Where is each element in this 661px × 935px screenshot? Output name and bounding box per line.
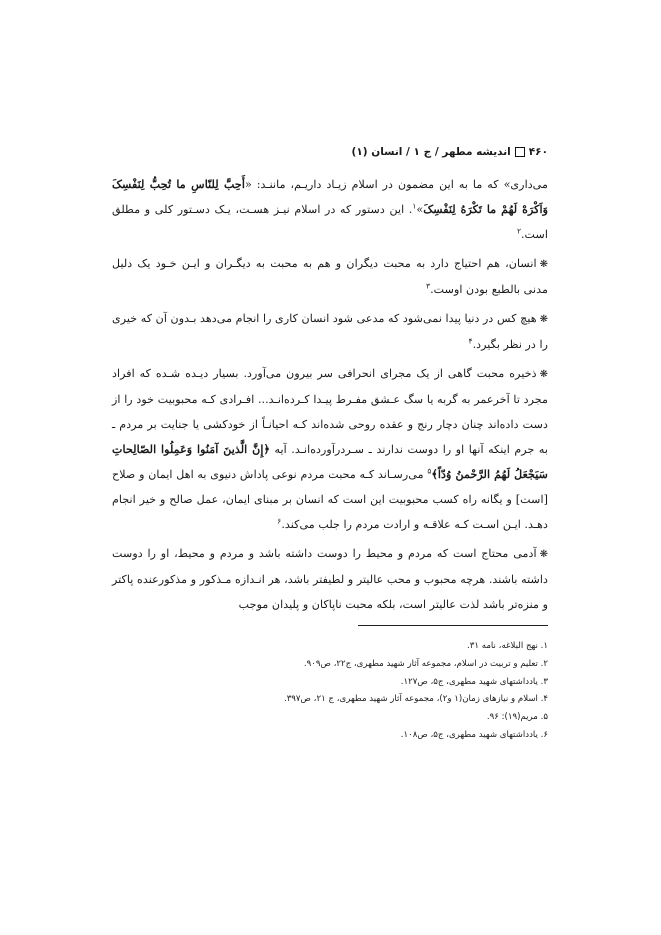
paragraph-5 [112, 541, 548, 617]
quran-verse: ﴿إِنَّ الَّذینَ آمَنُوا وَعَمِلُوا الصّالِحاتِ سَیَجْعَلُ لَهُمُ الرَّحْمنُ وُدّاً﴾ [112, 442, 548, 481]
asterisk-bullet-icon: ❋ [539, 369, 548, 380]
paragraph-text: هیچ کس در دنیا پیدا نمی‌شود که مدعی شود انسان کاری را انجام می‌دهد بـدون آن که خیری را در نظر بگیرد. [112, 312, 548, 351]
paragraph-3 [112, 306, 548, 357]
paragraph-text: آدمی محتاج است که مردم و محیط را دوست داشته باشد و مردم و محیط، او را دوست داشته باشند. هرچه محبوب و محب عالیتر و لطیفتر باشد، هر انـدازه مـذکور و مذکورعنده پاکتر و منزه‌تر باشد لذت عالیتر است، بلکه محبت ناپاکان و پلیدان موجب [112, 547, 548, 611]
footnote-item: ۶. یادداشتهای شهید مطهری، ج۵، ص۱۰۸. [400, 729, 548, 740]
footnote-marker: ۵ [427, 466, 432, 476]
footnote-item: ۵. مریم(۱۹): ۹۶. [486, 712, 548, 723]
paragraph-1 [112, 172, 548, 247]
paragraph-4 [112, 361, 548, 537]
footnote-item: ۲. تعلیم و تربیت در اسلام، مجموعه آثار شهید مطهری، ج۲۲، ص۹۰۹. [303, 658, 548, 669]
footnote-item: ۴. اسلام و نیازهای زمان(۱ و۲)، مجموعه آثار شهید مطهری، ج ۲۱، ص۳۹۷. [283, 694, 548, 705]
paragraph-2 [112, 251, 548, 302]
footnote-divider [358, 625, 548, 626]
running-title: اندیشه مطهر / ج ۱ / انسان (۱) [351, 146, 511, 158]
main-text [112, 172, 548, 621]
footnote-marker: ۱ [412, 201, 417, 211]
paragraph-text: انسان، هم احتیاج دارد به محبت دیگران و هم به محبت به دیگـران و ایـن خـود یک دلیل مدنی بالطبع بودن اوست. [112, 257, 548, 296]
footnote-marker: ۲ [516, 226, 521, 236]
footnote-item: ۳. یادداشتهای شهید مطهری، ج۵، ص۱۲۷. [400, 676, 548, 687]
book-page [112, 0, 548, 935]
asterisk-bullet-icon: ❋ [539, 259, 548, 270]
running-header [352, 146, 548, 158]
footnote-marker: ۶ [277, 516, 282, 526]
footnote-marker: ۴ [468, 336, 473, 346]
footnote-item: ۱. نهج البلاغه، نامه ۳۱. [467, 641, 548, 651]
footnotes-list [112, 638, 548, 745]
paragraph-text: ذخیره محبت گاهی از یک مجرای انحرافی سر بیرون می‌آورد. بسیار دیـده شـده که افراد مجرد تا آخرعمر به گربه یا سگ عـشق مفـرط پیـدا کـرده‌انـد... افـرادی کـه محبوبیت خود را از دست داده‌اند چنان دچار رنج و عقده روحی شده‌اند کـه احیانـاً از خودکشی یا جنایت بر مردم ـ به جرم اینکه آنها او را دوست ندارند ـ سـردرآورده‌انـد. آیه [112, 367, 548, 456]
arabic-quotation: أَحِبَّ لِلنّاسِ ما تُحِبُّ لِنَفْسِکَ وَاَکْرَهْ لَهُمْ ما تَکْرَهُ لِنَفْسِکَ [112, 177, 548, 216]
paragraph-text: . این دستور که در اسلام نیـز هسـت، یـک دسـتور کلی و مطلق است. [112, 203, 548, 241]
footnote-marker: ۳ [426, 281, 431, 291]
square-ornament-icon [515, 147, 525, 157]
paragraph-text: می‌رسـاند کـه محبت مردم نوعی پاداش دنیوی به اهل ایمان و صلاح [است] و یگانه راه کسب محبوبیت این است که انسان بر مبنای ایمان، عمل صالح و خیر انجام دهـد. ایـن اسـت کـه علاقـه و ارادت مردم را جلب می‌کند. [112, 468, 548, 531]
asterisk-bullet-icon: ❋ [539, 314, 548, 325]
asterisk-bullet-icon: ❋ [539, 549, 548, 560]
paragraph-text: » [416, 203, 424, 216]
paragraph-text: می‌داری» که ما به این مضمون در اسلام زیـاد داریـم، ماننـد: « [244, 178, 548, 191]
page-number: ۴۶۰ [528, 146, 548, 158]
